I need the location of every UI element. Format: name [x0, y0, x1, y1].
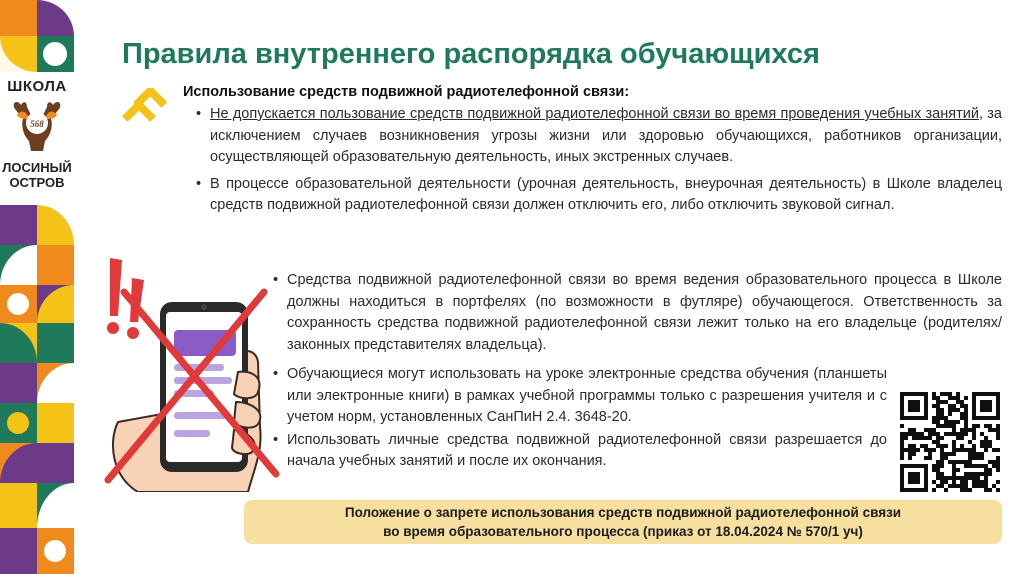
bullet-text: В процессе образовательной деятельности (урочная деятельность, внеурочная деятельность) в Школе владелец средств подвижной радиотелефонной связи должен отключить его, либо отключить звуковой сигнал. — [210, 175, 1002, 213]
logo-emblem-text: 568 — [30, 119, 44, 129]
logo-line-2: ЛОСИНЫЙ — [2, 160, 72, 175]
list-item — [196, 174, 1002, 217]
list-item — [273, 270, 1002, 356]
list-item — [273, 430, 887, 473]
bullet-list-top — [196, 104, 1002, 217]
bullet-list-bottom-2 — [273, 364, 887, 473]
section-heading: Использование средств подвижной радиотелефонной связи: — [183, 84, 630, 100]
bullet-underlined-text: Не допускается пользование средств подвижной радиотелефонной связи во время проведения учебных занятий — [210, 106, 979, 122]
bullet-list-bottom-1 — [273, 270, 1002, 356]
list-item — [273, 364, 887, 429]
footer-line-2: во время образовательного процесса (приказ от 18.04.2024 № 570/1 уч) — [383, 524, 863, 539]
school-logo — [0, 72, 74, 200]
bullet-text: Обучающиеся могут использовать на уроке электронные средства обучения (планшеты или электронные книги) в рамках учебной программы только с разрешения учителя и с учетом норм, установленных СанПиН 2.4. 3648-20. — [287, 366, 887, 425]
bullet-text: , за исключением случаев возникновения угрозы жизни или здоровью обучающихся, работников организации, осуществляющей образовательную деятельность, иных экстренных случаев. — [210, 106, 1002, 165]
double-chevron-icon — [122, 88, 170, 132]
phone-ban-illustration — [88, 252, 288, 492]
bullet-text: Средства подвижной радиотелефонной связи во время ведения образовательного процесса в Школе должны находиться в портфелях (по возможности в футляре) обучающегося. Ответственность за сохранность средства подвижной радиотелефонной связи лежит только на его владельце (родителях/законных представителях владельца). — [287, 272, 1002, 353]
footer-line-1: Положение о запрете использования средств подвижной радиотелефонной связи — [344, 505, 902, 520]
logo-line-3: ОСТРОВ — [9, 175, 65, 190]
qr-code — [900, 392, 1000, 492]
footer-notice — [244, 500, 1002, 544]
moose-emblem-icon — [7, 95, 67, 155]
logo-line-1: ШКОЛА — [7, 78, 67, 95]
list-item — [196, 104, 1002, 169]
page-title: Правила внутреннего распорядка обучающихся — [122, 38, 820, 70]
bullet-text: Использовать личные средства подвижной радиотелефонной связи разрешается до начала учебных занятий и после их окончания. — [287, 431, 887, 469]
